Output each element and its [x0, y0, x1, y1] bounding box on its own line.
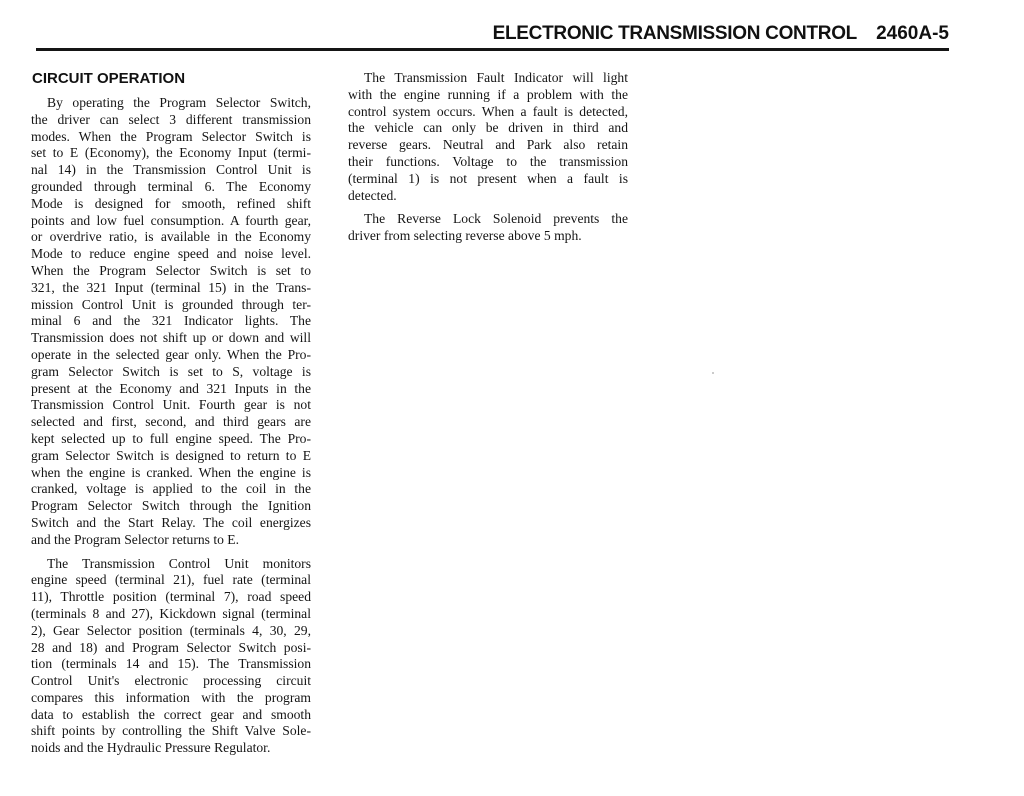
text-line: (terminal 1) is not present when a fault is — [348, 170, 628, 186]
text-line: Transmission Control Unit. Fourth gear is not — [31, 397, 311, 413]
text-line: detected. — [348, 187, 397, 203]
text-line: points and low fuel consumption. A fourth gear, — [31, 212, 311, 228]
text-line: grounded through terminal 6. The Economy — [31, 178, 311, 194]
text-line: kept selected up to full engine speed. The Pro- — [31, 430, 311, 446]
running-title: ELECTRONIC TRANSMISSION CONTROL — [492, 23, 857, 44]
section-heading-circuit-operation: CIRCUIT OPERATION — [32, 70, 186, 87]
text-line: By operating the Program Selector Switch, — [47, 95, 311, 110]
text-line: 321, the 321 Input (terminal 15) in the Trans- — [31, 279, 311, 295]
text-line: present at the Economy and 321 Inputs in the — [31, 380, 311, 396]
text-line: reverse gears. Neutral and Park also retain — [348, 137, 628, 153]
text-line: data to establish the correct gear and smooth — [31, 706, 311, 722]
text-line: The Transmission Control Unit monitors — [47, 555, 311, 571]
text-line: engine speed (terminal 21), fuel rate (terminal — [31, 572, 311, 588]
text-line: cranked, voltage is applied to the coil in the — [31, 481, 311, 497]
text-line: Transmission does not shift up or down and will — [31, 330, 311, 346]
paragraph-reverse-lock-solenoid — [348, 211, 628, 245]
text-line: minal 6 and the 321 Indicator lights. The — [31, 313, 311, 329]
text-line: noids and the Hydraulic Pressure Regulator. — [31, 740, 271, 756]
text-line: 11), Throttle position (terminal 7), road speed — [31, 589, 311, 605]
text-line: modes. When the Program Selector Switch is — [31, 128, 311, 144]
page-number: 2460A-5 — [876, 23, 949, 44]
text-line: driver from selecting reverse above 5 mph. — [348, 228, 582, 244]
text-line: The Transmission Fault Indicator will light — [364, 70, 628, 85]
text-line: Switch and the Start Relay. The coil energizes — [31, 514, 311, 530]
text-line: Mode to reduce engine speed and noise level. — [31, 246, 311, 262]
text-line: the driver can select 3 different transmission — [31, 111, 311, 127]
text-line: Control Unit's electronic processing circuit — [31, 673, 311, 689]
text-line: tion (terminals 14 and 15). The Transmission — [31, 656, 311, 672]
text-line: (terminals 8 and 27), Kickdown signal (terminal — [31, 605, 311, 621]
left-column — [31, 70, 311, 764]
text-line: control system occurs. When a fault is detected, — [348, 103, 628, 119]
text-line: nal 14) in the Transmission Control Unit is — [31, 162, 311, 178]
text-line: Mode is designed for smooth, refined shift — [31, 195, 311, 211]
right-column — [348, 70, 628, 252]
text-line: and the Program Selector returns to E. — [31, 531, 240, 547]
paragraph-control-unit-inputs — [31, 556, 311, 758]
text-line: set to E (Economy), the Economy Input (termi- — [31, 145, 311, 161]
text-line: when the engine is cranked. When the engine is — [31, 464, 311, 480]
text-line: 28 and 18) and Program Selector Switch posi- — [31, 639, 311, 655]
text-line: The Reverse Lock Solenoid prevents the — [364, 211, 628, 227]
text-line: Program Selector Switch through the Ignition — [31, 498, 311, 514]
text-line: gram Selector Switch is designed to return to E — [31, 447, 311, 463]
text-line: the vehicle can only be driven in third and — [348, 120, 628, 136]
text-line: 2), Gear Selector position (terminals 4, 30, 29, — [31, 622, 311, 638]
text-line: their functions. Voltage to the transmission — [348, 153, 628, 169]
text-line: gram Selector Switch is set to S, voltage is — [31, 363, 311, 379]
text-line: operate in the selected gear only. When the Pro- — [31, 346, 311, 362]
text-line: mission Control Unit is grounded through ter- — [31, 296, 311, 312]
paragraph-fault-indicator — [348, 70, 628, 204]
text-line: selected and first, second, and third gears are — [31, 414, 311, 430]
page-header — [36, 22, 949, 51]
text-line: with the engine running if a problem with the — [348, 86, 628, 102]
text-line: shift points by controlling the Shift Valve Sole- — [31, 723, 311, 739]
text-line: When the Program Selector Switch is set to — [31, 262, 311, 278]
paragraph-program-selector — [31, 95, 311, 549]
scan-speck — [712, 372, 714, 374]
text-line: or overdrive ratio, is available in the Economy — [31, 229, 311, 245]
text-line: compares this information with the program — [31, 689, 311, 705]
